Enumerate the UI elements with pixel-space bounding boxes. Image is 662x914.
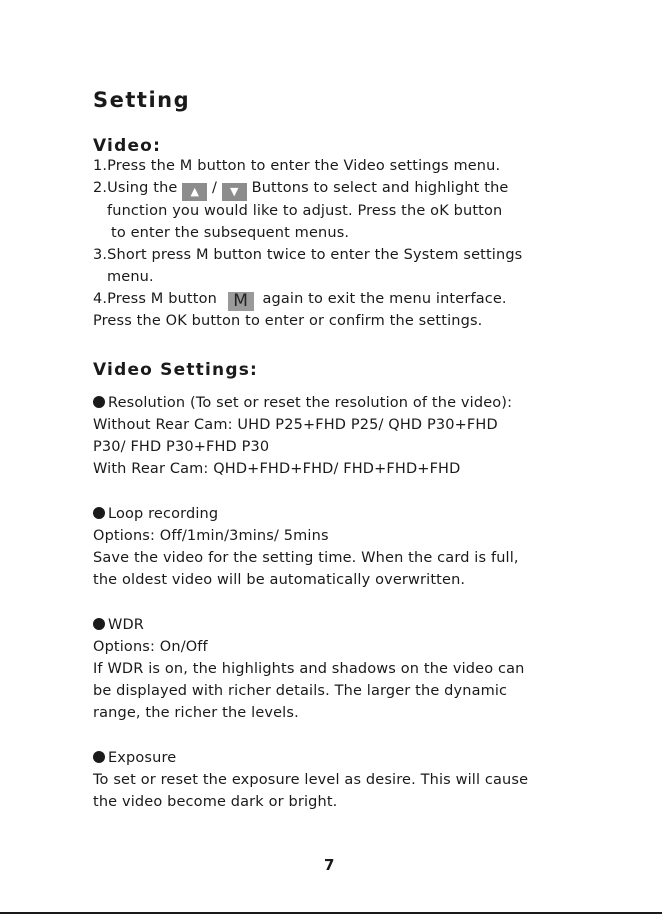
video-step-2-cont2: to enter the subsequent menus.	[111, 225, 350, 241]
loop-line-1: Save the video for the setting time. When the card is full,	[93, 550, 519, 566]
step-4-text-a: 4.Press M button	[93, 291, 217, 307]
resolution-line-2: P30/ FHD P30+FHD P30	[93, 439, 270, 455]
exposure-title-text: Exposure	[108, 750, 177, 766]
exposure-title	[93, 747, 176, 769]
video-step-2-cont: function you would like to adjust. Press the oK button	[107, 203, 503, 219]
video-step-2	[93, 177, 508, 201]
up-triangle-icon: ▲	[182, 183, 207, 201]
step-4-text-b: again to exit the menu interface.	[262, 291, 507, 307]
page-number: 7	[324, 856, 335, 874]
wdr-line-2: be displayed with richer details. The larger the dynamic	[93, 683, 508, 699]
video-step-5: Press the OK button to enter or confirm the settings.	[93, 313, 483, 329]
loop-title-text: Loop recording	[108, 506, 219, 522]
page-title: Setting	[93, 88, 191, 112]
resolution-line-3: With Rear Cam: QHD+FHD+FHD/ FHD+FHD+FHD	[93, 461, 461, 477]
bullet-icon	[93, 751, 105, 763]
video-step-3-cont: menu.	[107, 269, 154, 285]
step-2-text-a: 2.Using the	[93, 180, 178, 196]
loop-options: Options: Off/1min/3mins/ 5mins	[93, 528, 329, 544]
video-heading: Video:	[93, 136, 162, 156]
wdr-title-text: WDR	[108, 617, 145, 633]
step-2-separator: /	[212, 180, 218, 196]
m-key-icon: M	[228, 292, 254, 311]
down-triangle-icon: ▼	[222, 183, 247, 201]
bullet-icon	[93, 507, 105, 519]
wdr-line-3: range, the richer the levels.	[93, 705, 299, 721]
video-step-4	[93, 288, 507, 311]
wdr-title	[93, 614, 144, 636]
wdr-line-1: If WDR is on, the highlights and shadows on the video can	[93, 661, 525, 677]
step-2-text-b: Buttons to select and highlight the	[251, 180, 509, 196]
bullet-icon	[93, 396, 105, 408]
resolution-line-1: Without Rear Cam: UHD P25+FHD P25/ QHD P30+FHD	[93, 417, 498, 433]
bullet-icon	[93, 618, 105, 630]
loop-line-2: the oldest video will be automatically overwritten.	[93, 572, 466, 588]
video-step-3: 3.Short press M button twice to enter the System settings	[93, 247, 523, 263]
video-settings-heading: Video Settings:	[93, 360, 259, 380]
video-step-1: 1.Press the M button to enter the Video settings menu.	[93, 158, 501, 174]
resolution-title	[93, 392, 512, 414]
exposure-line-1: To set or reset the exposure level as desire. This will cause	[93, 772, 529, 788]
resolution-title-text: Resolution (To set or reset the resolution of the video):	[108, 395, 513, 411]
loop-title	[93, 503, 218, 525]
wdr-options: Options: On/Off	[93, 639, 208, 655]
exposure-line-2: the video become dark or bright.	[93, 794, 338, 810]
